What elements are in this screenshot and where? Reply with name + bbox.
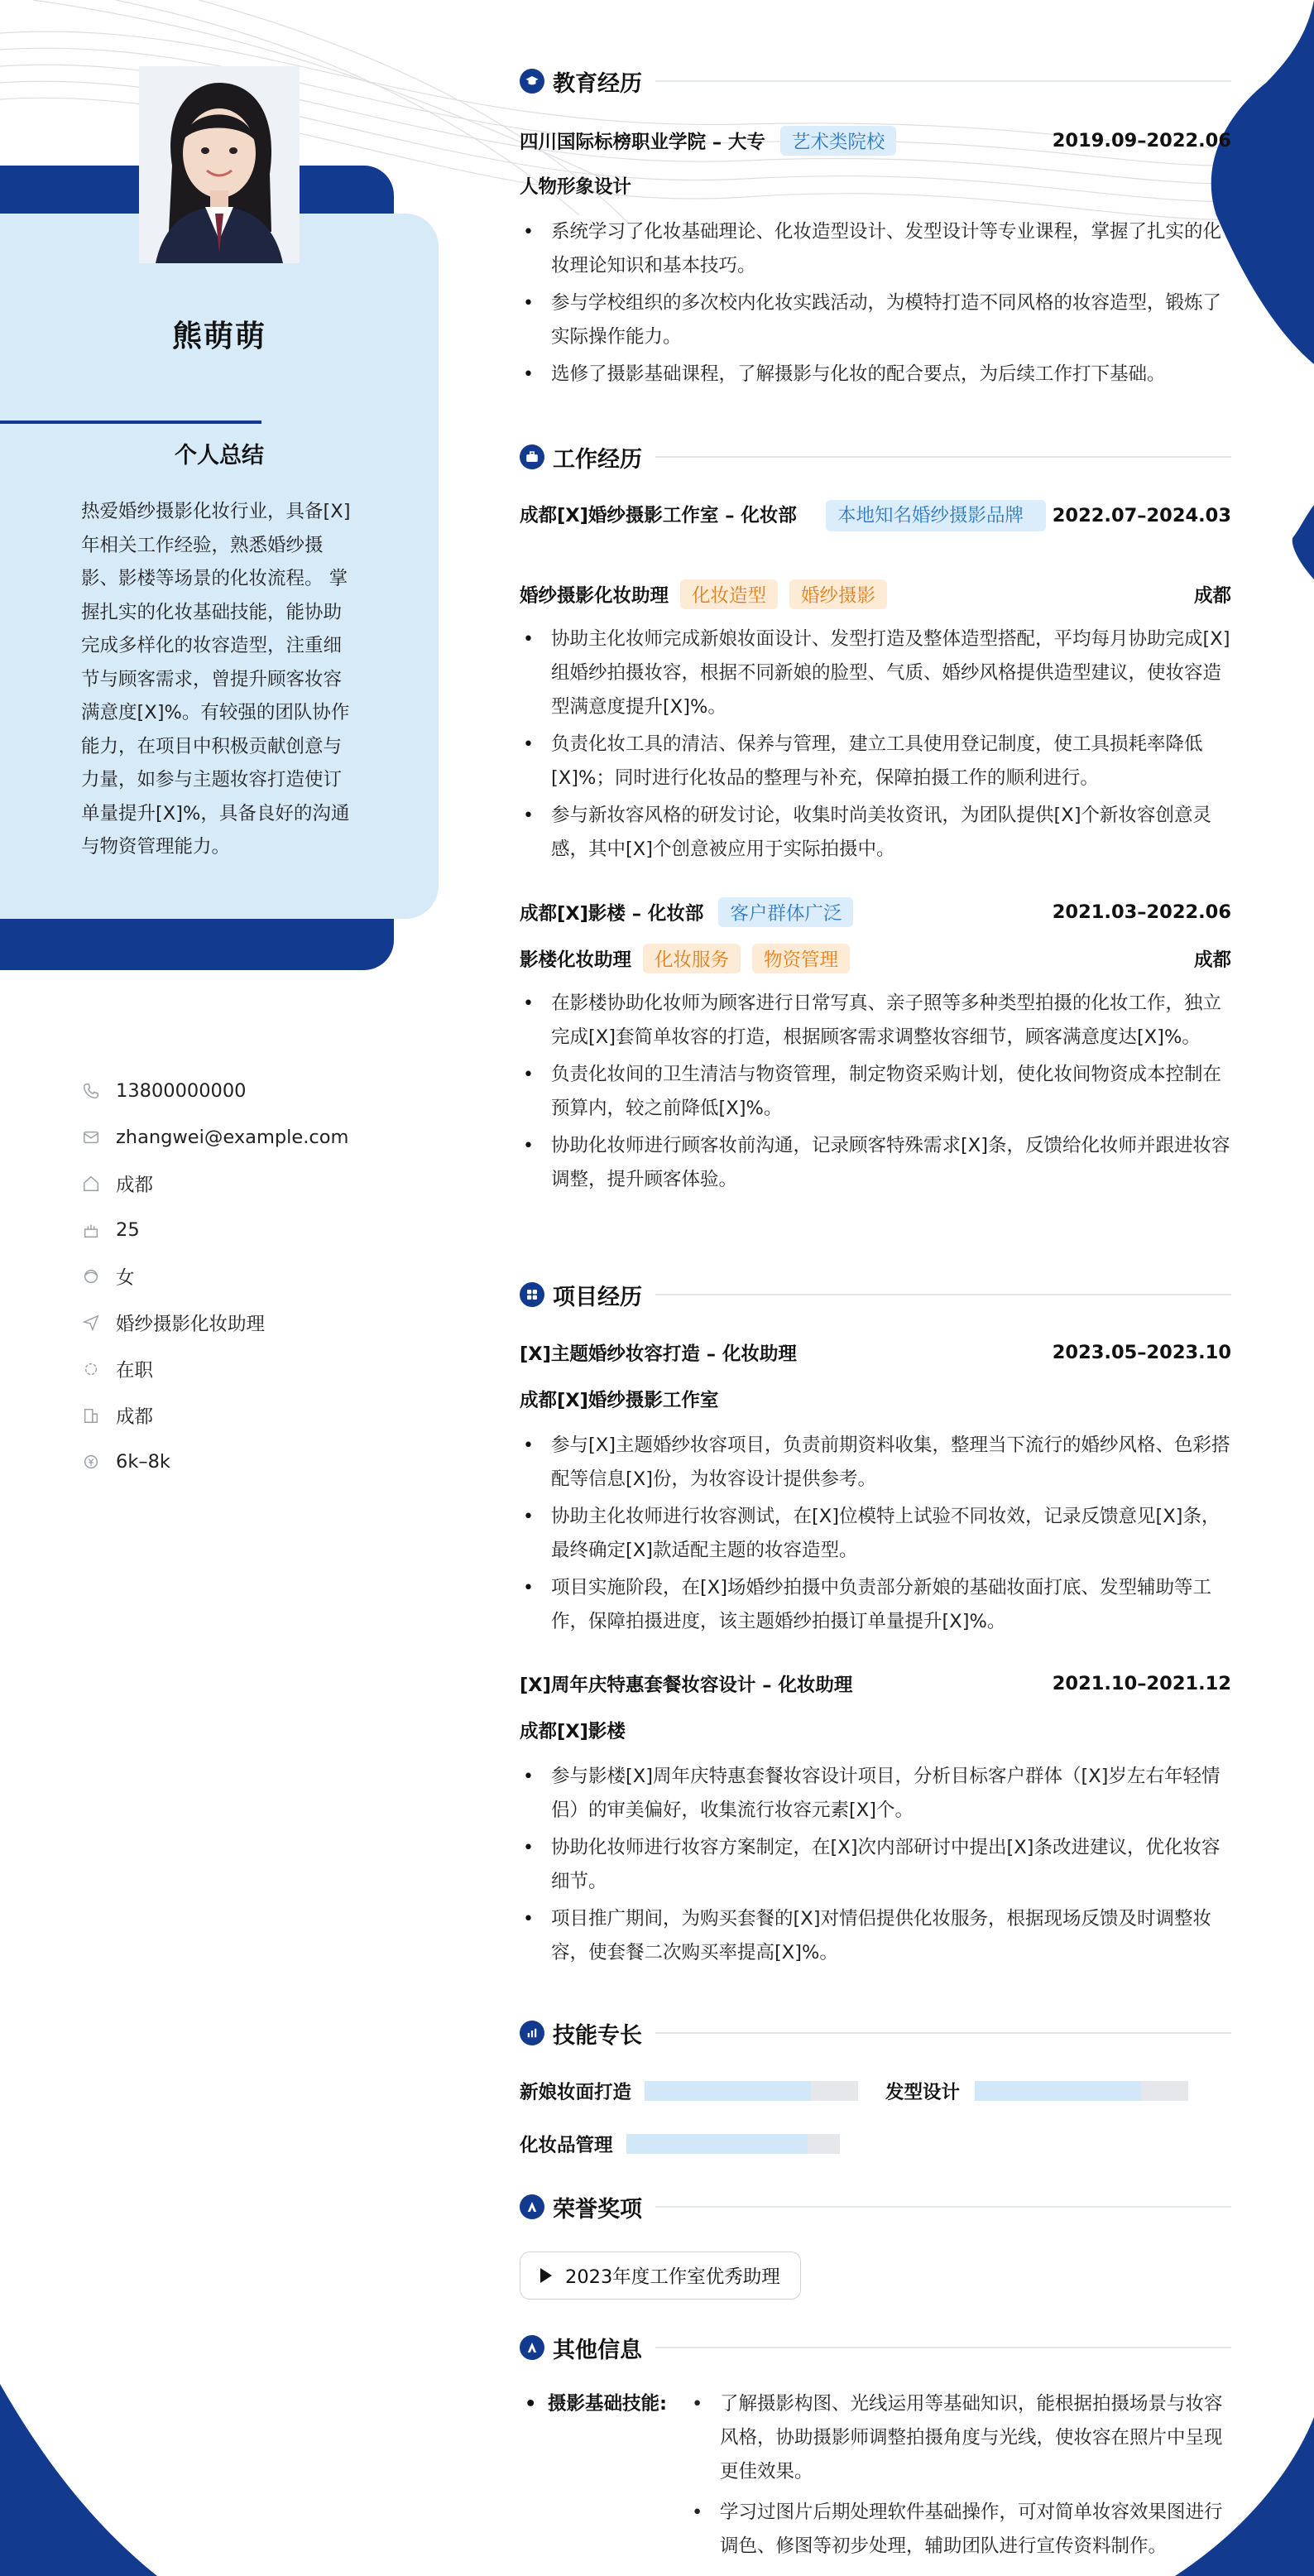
skill-item [520, 2131, 840, 2157]
contact-status [81, 1346, 348, 1392]
contact-salary [81, 1439, 348, 1485]
list-item: • 选修了摄影基础课程，了解摄影与化妆的配合要点，为后续工作打下基础。 [520, 358, 1231, 392]
education-row [520, 126, 1231, 156]
job-role-row [520, 944, 1231, 973]
job-tag: 本地知名婚纱摄影品牌 [826, 500, 1046, 531]
project-date: 2023.05–2023.10 [1052, 1342, 1231, 1363]
candidate-name: 熊萌萌 [171, 320, 266, 353]
list-item: • 在影楼协助化妆师为顾客进行日常写真、亲子照等多种类型拍摄的化妆工作，独立完成[X]套简单妆容的打造，根据顾客需求调整妆容细节，顾客满意度达[X]%。 [520, 987, 1231, 1055]
list-item: • 参与影楼[X]周年庆特惠套餐妆容设计项目，分析目标客户群体（[X]岁左右年轻情侣）的审美偏好，收集流行妆容元素[X]个。 [520, 1760, 1231, 1828]
award-icon [520, 2194, 544, 2219]
education-title: 教育经历 [553, 70, 642, 97]
contact-city [81, 1392, 348, 1439]
contact-salary-text: 6k–8k [116, 1451, 170, 1473]
gender-icon [81, 1266, 101, 1286]
info-a-icon [520, 2335, 544, 2360]
skills-header [520, 2016, 1231, 2050]
skill-name: 化妆品管理 [520, 2135, 613, 2156]
role-tag: 化妆服务 [643, 944, 741, 973]
project-name: [X]主题婚纱妆容打造 – 化妆助理 [520, 1343, 797, 1365]
contact-status-text: 在职 [116, 1360, 154, 1382]
award-text: 2023年度工作室优秀助理 [565, 2266, 780, 2288]
other-info-item [520, 2387, 1231, 2570]
job-role: 婚纱摄影化妆助理 [520, 585, 669, 607]
list-item: • 系统学习了化妆基础理论、化妆造型设计、发型设计等专业课程，掌握了扎实的化妆理论知识和基本技巧。 [520, 215, 1231, 283]
building-icon [81, 1406, 101, 1425]
skill-bar [626, 2134, 840, 2154]
education-divider [655, 80, 1231, 82]
project-bullets [520, 1760, 1231, 1973]
skill-name: 新娘妆面打造 [520, 2082, 632, 2103]
job-company: 成都[X]影楼 – 化妆部 [520, 903, 704, 925]
list-item: • 参与学校组织的多次校内化妆实践活动，为模特打造不同风格的妆容造型，锻炼了实际操作能力。 [520, 286, 1231, 354]
salary-icon [81, 1452, 101, 1472]
contact-phone [81, 1068, 348, 1114]
work-header [520, 440, 1231, 473]
contact-phone-text: 13800000000 [116, 1080, 247, 1102]
job-bullets [520, 987, 1231, 1200]
role-tag: 物资管理 [752, 944, 850, 973]
summary-text: 热爱婚纱摄影化妆行业，具备[X]年相关工作经验，熟悉婚纱摄影、影楼等场景的化妆流程。 掌握扎实的化妆基础技能，能协助完成多样化的妆容造型，注重细节与顾客需求，曾提升顾客妆容满意度[X]%。有较强的团队协作能力，在项目中积极贡献创意与力量，如参与主题妆容打造使订单量提升[X]%，具备良好的沟通与物资管理能力。 [81, 501, 351, 858]
education-date: 2019.09–2022.06 [1052, 130, 1231, 151]
status-icon [81, 1359, 101, 1379]
major-row [520, 172, 1231, 199]
role-tag: 婚纱摄影 [789, 579, 887, 609]
skill-item [520, 2078, 858, 2104]
summary-title: 个人总结 [175, 443, 264, 469]
job-city: 成都 [1193, 585, 1231, 607]
skills-divider [655, 2032, 1231, 2034]
home-icon [81, 1174, 101, 1194]
name-divider [0, 421, 261, 424]
contact-age-text: 25 [116, 1219, 140, 1241]
other-bullets [688, 2387, 1231, 2570]
education-header [520, 65, 1231, 98]
list-item: • 项目推广期间，为购买套餐的[X]对情侣提供化妆服务，根据现场反馈及时调整妆容，使套餐二次购买率提高[X]%。 [520, 1902, 1231, 1970]
major-name: 人物形象设计 [520, 176, 632, 198]
other-divider [655, 2347, 1231, 2348]
project-org: 成都[X]影楼 [520, 1721, 626, 1742]
job-company: 成都[X]婚纱摄影工作室 – 化妆部 [520, 505, 797, 526]
bar-chart-icon [520, 2021, 544, 2045]
job-date: 2021.03–2022.06 [1052, 901, 1231, 923]
briefcase-icon [520, 445, 544, 469]
contact-gender-text: 女 [116, 1267, 135, 1289]
project-org: 成都[X]婚纱摄影工作室 [520, 1390, 719, 1411]
skill-bar-fill [626, 2134, 808, 2154]
list-item: • 项目实施阶段，在[X]场婚纱拍摄中负责部分新娘的基础妆面打底、发型辅助等工作，保障拍摄进度，该主题婚纱拍摄订单量提升[X]%。 [520, 1571, 1231, 1639]
role-tag: 化妆造型 [680, 579, 778, 609]
list-item: • 负责化妆间的卫生清洁与物资管理，制定物资采购计划，使化妆间物资成本控制在预算内，较之前降低[X]%。 [520, 1058, 1231, 1126]
projects-title: 项目经历 [553, 1284, 642, 1310]
contact-list [81, 1068, 348, 1485]
skill-bar [975, 2081, 1188, 2101]
list-item: • 协助主化妆师完成新娘妆面设计、发型打造及整体造型搭配，平均每月协助完成[X]组婚纱拍摄妆容，根据不同新娘的脸型、气质、婚纱风格提供造型建议，使妆容造型满意度提升[X]%。 [520, 622, 1231, 724]
other-header [520, 2331, 1231, 2364]
list-item: • 协助主化妆师进行妆容测试，在[X]位模特上试验不同妆效，记录反馈意见[X]条，最终确定[X]款适配主题的妆容造型。 [520, 1500, 1231, 1568]
graduation-cap-icon [520, 69, 544, 94]
contact-email-text: zhangwei@example.com [116, 1127, 349, 1148]
list-item: • 协助化妆师进行顾客妆前沟通，记录顾客特殊需求[X]条，反馈给化妆师并跟进妆容调整，提升顾客体验。 [520, 1129, 1231, 1197]
job-row [520, 500, 1231, 531]
list-item: • 协助化妆师进行妆容方案制定，在[X]次内部研讨中提出[X]条改进建议，优化妆容细节。 [520, 1831, 1231, 1899]
job-city: 成都 [1193, 949, 1231, 971]
other-title: 其他信息 [553, 2337, 642, 2363]
contact-city-text: 成都 [116, 1406, 154, 1428]
contact-position [81, 1300, 348, 1346]
avatar-photo [139, 66, 300, 263]
awards-header [520, 2190, 1231, 2223]
contact-email [81, 1114, 348, 1161]
play-triangle-icon [540, 2268, 552, 2283]
school-tag: 艺术类院校 [780, 126, 897, 156]
job-date: 2022.07–2024.03 [1052, 505, 1231, 526]
contact-gender [81, 1253, 348, 1300]
list-item: • 参与[X]主题婚纱妆容项目，负责前期资料收集，整理当下流行的婚纱风格、色彩搭配等信息[X]份，为妆容设计提供参考。 [520, 1429, 1231, 1497]
work-title: 工作经历 [553, 446, 642, 473]
phone-icon [81, 1081, 101, 1101]
awards-divider [655, 2206, 1231, 2208]
project-row [520, 1339, 1231, 1366]
sidebar [0, 0, 463, 2576]
skill-name: 发型设计 [885, 2082, 961, 2103]
award-item [520, 2252, 801, 2300]
list-item: • 了解摄影构图、光线运用等基础知识，能根据拍摄场景与妆容风格，协助摄影师调整拍摄角度与光线，使妆容在照片中呈现更佳效果。 [688, 2387, 1231, 2489]
other-label: • 摄影基础技能: [520, 2387, 688, 2570]
project-org-row [520, 1386, 1231, 1412]
list-item: • 学习过图片后期处理软件基础操作，可对简单妆容效果图进行调色、修图等初步处理，辅助团队进行宣传资料制作。 [688, 2496, 1231, 2564]
mail-icon [81, 1127, 101, 1147]
project-bullets [520, 1429, 1231, 1642]
age-icon [81, 1220, 101, 1240]
school-name: 四川国际标榜职业学院 – 大专 [520, 132, 765, 153]
skill-bar-fill [645, 2081, 811, 2101]
list-item: • 负责化妆工具的清洁、保养与管理，建立工具使用登记制度，使工具损耗率降低[X]%；同时进行化妆品的整理与补充，保障拍摄工作的顺利进行。 [520, 728, 1231, 795]
job-role: 影楼化妆助理 [520, 949, 632, 971]
project-name: [X]周年庆特惠套餐妆容设计 – 化妆助理 [520, 1675, 853, 1696]
contact-position-text: 婚纱摄影化妆助理 [116, 1314, 266, 1335]
project-date: 2021.10–2021.12 [1052, 1673, 1231, 1694]
project-org-row [520, 1717, 1231, 1743]
grid-icon [520, 1282, 544, 1307]
awards-title: 荣誉奖项 [553, 2196, 642, 2223]
contact-home [81, 1161, 348, 1207]
contact-home-text: 成都 [116, 1175, 154, 1196]
job-bullets [520, 622, 1231, 870]
send-icon [81, 1313, 101, 1333]
education-bullets [520, 215, 1231, 395]
contact-age [81, 1207, 348, 1253]
job-tag: 客户群体广泛 [718, 897, 853, 927]
job-row [520, 897, 1231, 927]
projects-header [520, 1278, 1231, 1311]
skill-item [885, 2078, 1188, 2104]
project-row [520, 1670, 1231, 1697]
projects-divider [655, 1294, 1231, 1295]
avatar [139, 66, 300, 263]
work-divider [655, 456, 1231, 458]
list-item: • 参与新妆容风格的研发讨论，收集时尚美妆资讯，为团队提供[X]个新妆容创意灵感，其中[X]个创意被应用于实际拍摄中。 [520, 799, 1231, 867]
skill-bar [645, 2081, 858, 2101]
skills-title: 技能专长 [553, 2022, 642, 2049]
job-role-row [520, 579, 1231, 609]
skill-bar-fill [975, 2081, 1141, 2101]
